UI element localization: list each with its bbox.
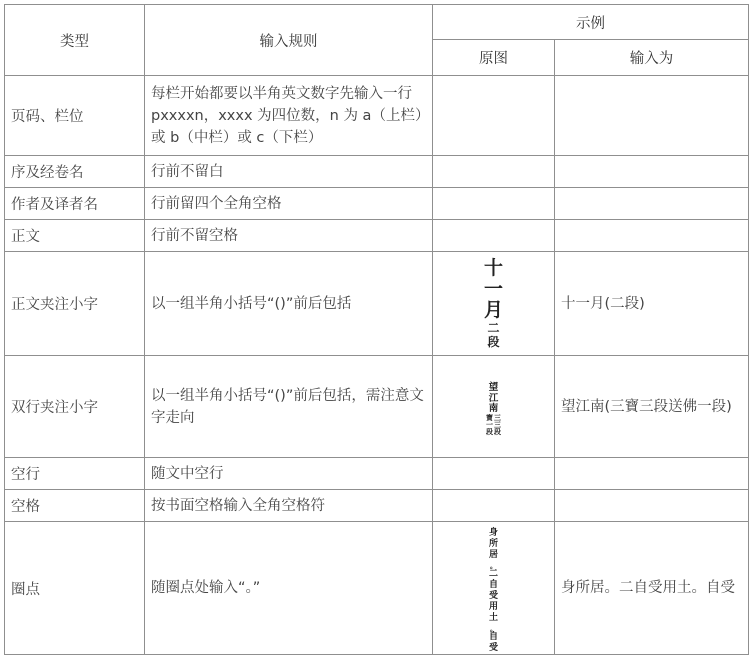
glyph: 。: [489, 560, 497, 570]
glyph: 自: [488, 579, 498, 590]
row-type: 作者及译者名: [5, 188, 145, 220]
glyph: 土: [488, 612, 498, 623]
row-type: 正文夹注小字: [5, 252, 145, 356]
row-rule: 行前不留空格: [145, 220, 433, 252]
row-original: [433, 156, 555, 188]
glyph: 江: [488, 392, 499, 404]
table-row: [5, 490, 749, 522]
vertical-text-image: [486, 383, 501, 436]
table-row: [5, 458, 749, 490]
row-output: [555, 188, 749, 220]
glyph: 寶: [486, 413, 493, 422]
row-output: [555, 490, 749, 522]
row-output: 身所居。二自受用土。自受: [555, 522, 749, 655]
row-type: 页码、栏位: [5, 76, 145, 156]
header-input-as: 输入为: [555, 40, 749, 76]
vertical-text-image: [489, 528, 498, 654]
row-rule: 以一组半角小括号“()”前后包括，需注意文字走向: [145, 356, 433, 458]
glyph-pair: [486, 428, 501, 435]
vertical-text-image: [484, 258, 503, 349]
row-type: 圈点: [5, 522, 145, 655]
row-original: [433, 76, 555, 156]
row-original: [433, 220, 555, 252]
row-type: 空行: [5, 458, 145, 490]
row-rule: 随圈点处输入“。”: [145, 522, 433, 655]
row-rule: 以一组半角小括号“()”前后包括: [145, 252, 433, 356]
row-rule: 每栏开始都要以半角英文数字先输入一行 pxxxxn，xxxx 为四位数，n 为 a（上栏）或 b（中栏）或 c（下栏）: [145, 76, 433, 156]
header-example: 示例: [433, 5, 749, 40]
glyph: 。: [489, 623, 497, 633]
row-rule: 按书面空格输入全角空格符: [145, 490, 433, 522]
header-rule: 输入规则: [145, 5, 433, 76]
glyph: 月: [483, 299, 503, 321]
header-original: 原图: [433, 40, 555, 76]
glyph: 段: [486, 427, 493, 436]
glyph: 用: [488, 601, 498, 612]
row-original: [433, 188, 555, 220]
row-type: 正文: [5, 220, 145, 252]
table-row: [5, 76, 749, 156]
row-rule: 行前不留白: [145, 156, 433, 188]
glyph: 段: [487, 335, 500, 349]
table-row: [5, 522, 749, 655]
table-row: [5, 156, 749, 188]
glyph: 居: [488, 549, 498, 560]
glyph: 一: [483, 278, 503, 300]
table-row: [5, 188, 749, 220]
row-type: 双行夹注小字: [5, 356, 145, 458]
row-output: [555, 458, 749, 490]
glyph: 三: [494, 420, 501, 429]
table-row: [5, 252, 749, 356]
glyph: 受: [488, 642, 498, 653]
glyph: 二: [488, 568, 498, 579]
row-original-image: [433, 522, 555, 655]
row-rule: 行前留四个全角空格: [145, 188, 433, 220]
row-output: 十一月(二段): [555, 252, 749, 356]
row-output: [555, 220, 749, 252]
row-original-image: [433, 252, 555, 356]
header-type: 类型: [5, 5, 145, 76]
row-type: 空格: [5, 490, 145, 522]
row-output: [555, 76, 749, 156]
table-row: [5, 220, 749, 252]
row-type: 序及经卷名: [5, 156, 145, 188]
row-output: [555, 156, 749, 188]
glyph: 二: [487, 321, 500, 335]
row-original: [433, 490, 555, 522]
glyph: 十: [483, 257, 503, 279]
glyph: 一: [486, 420, 493, 429]
glyph: 受: [488, 590, 498, 601]
glyph: 所: [488, 538, 498, 549]
glyph: 南: [488, 403, 499, 414]
glyph: 身: [488, 527, 498, 538]
glyph: 自: [488, 631, 498, 642]
table-row: [5, 356, 749, 458]
glyph: 望: [488, 382, 499, 393]
glyph: 三: [494, 413, 501, 422]
row-original-image: [433, 356, 555, 458]
row-original: [433, 458, 555, 490]
row-rule: 随文中空行: [145, 458, 433, 490]
input-rules-table: [4, 4, 749, 655]
glyph: 段: [494, 427, 501, 436]
row-output: 望江南(三寶三段送佛一段): [555, 356, 749, 458]
